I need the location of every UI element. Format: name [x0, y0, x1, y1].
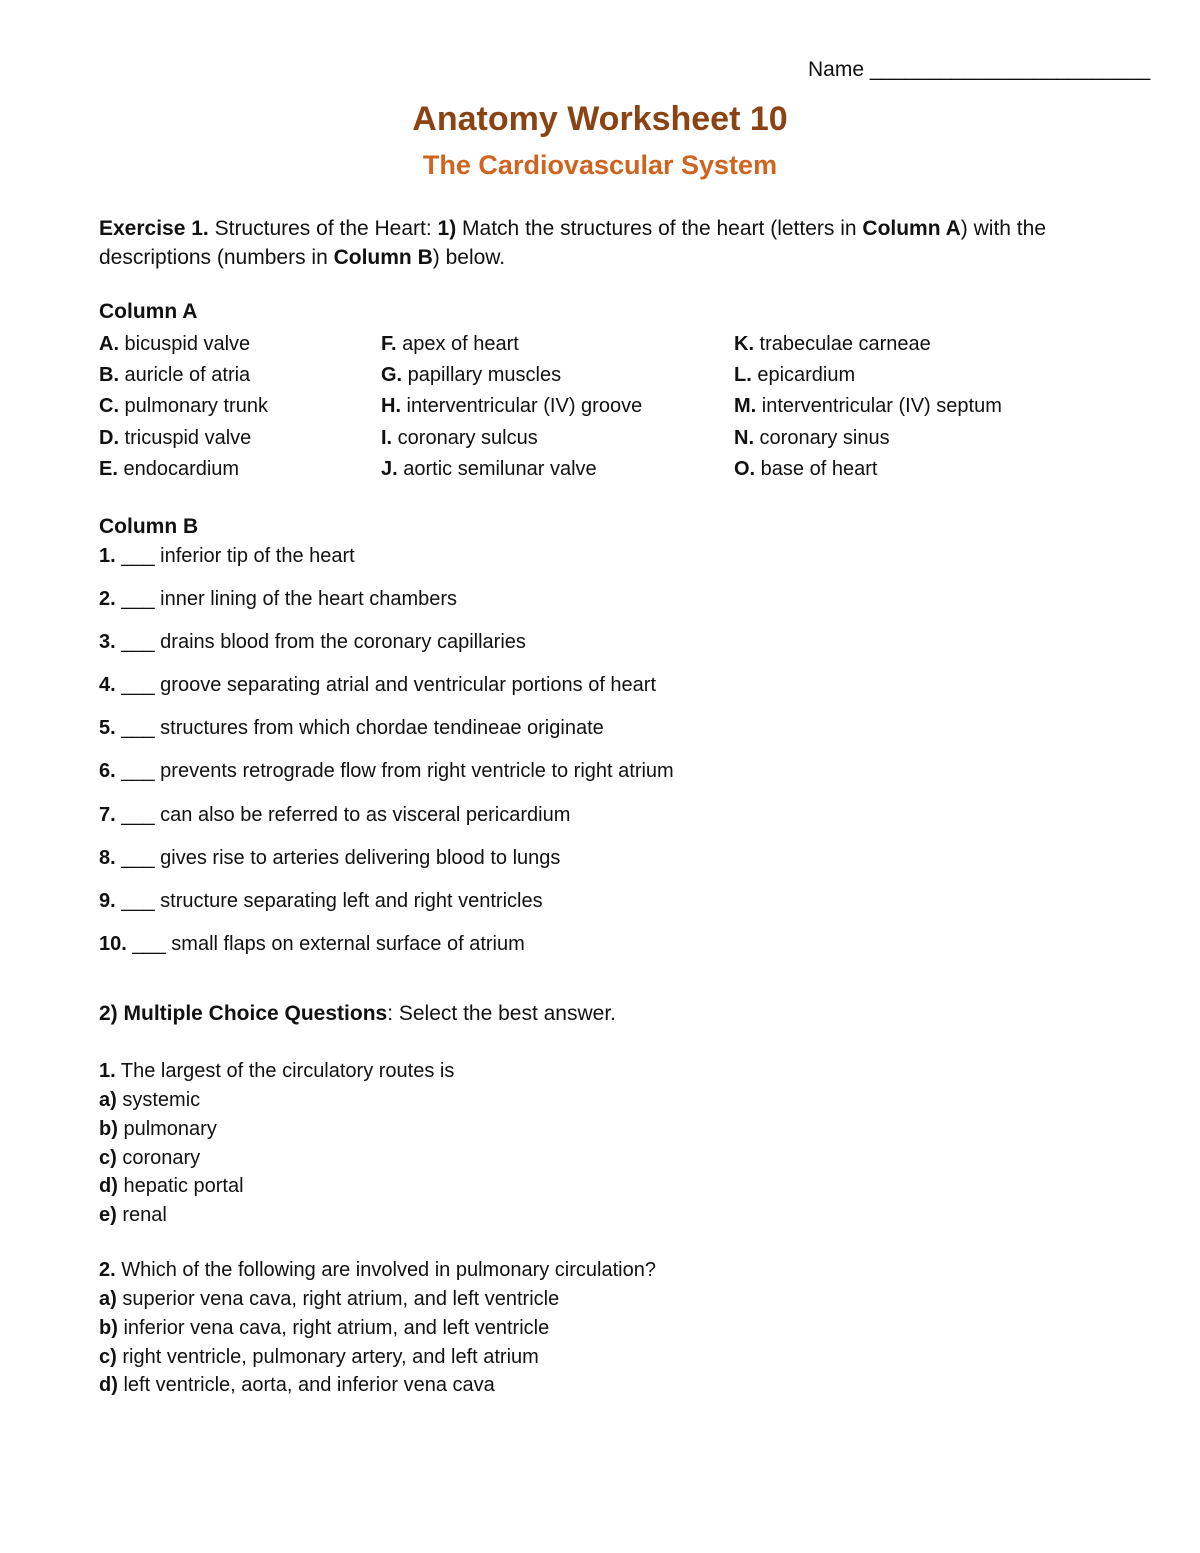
answer-option[interactable]: c) coronary [99, 1146, 201, 1169]
column-a-row [99, 395, 1099, 426]
exercise-text: ) below. [432, 246, 506, 269]
list-item[interactable]: 1. ___ inferior tip of the heart [99, 545, 355, 567]
name-label: Name [808, 58, 865, 81]
exercise-text: Structures of the Heart: [208, 217, 438, 240]
answer-option[interactable]: c) right ventricle, pulmonary artery, and left atrium [99, 1345, 539, 1368]
column-b-list [99, 545, 674, 976]
list-item: B. auricle of atria [99, 364, 251, 387]
name-blank: ________________________ [869, 58, 1151, 81]
list-item: C. pulmonary trunk [99, 395, 268, 418]
list-item: M. interventricular (IV) septum [734, 395, 1002, 418]
question-text: 1. The largest of the circulatory routes is [99, 1060, 455, 1082]
answer-option[interactable]: e) renal [99, 1204, 167, 1227]
column-a-row [99, 333, 1099, 364]
list-item: I. coronary sulcus [381, 426, 538, 449]
list-item: E. endocardium [99, 457, 240, 480]
mcq-title: 2) Multiple Choice Questions [99, 1002, 388, 1025]
answer-option[interactable]: d) left ventricle, aorta, and inferior vena cava [99, 1374, 495, 1397]
column-a-heading: Column A [99, 300, 198, 323]
answer-option[interactable]: b) inferior vena cava, right atrium, and left ventricle [99, 1316, 550, 1339]
exercise-label: Exercise 1. [99, 217, 209, 240]
list-item: H. interventricular (IV) groove [381, 395, 643, 418]
list-item[interactable]: 7. ___ can also be referred to as visceral pericardium [99, 803, 571, 826]
answer-option[interactable]: a) systemic [99, 1089, 201, 1111]
list-item[interactable]: 9. ___ structure separating left and right ventricles [99, 889, 543, 912]
list-item: K. trabeculae carneae [734, 333, 931, 355]
column-a-row [99, 458, 1099, 489]
list-item: F. apex of heart [381, 333, 519, 355]
question-text: 2. Which of the following are involved in pulmonary circulation? [99, 1259, 656, 1281]
list-item[interactable]: 2. ___ inner lining of the heart chambers [99, 588, 458, 611]
list-item[interactable]: 4. ___ groove separating atrial and ventricular portions of heart [99, 674, 657, 697]
exercise-text: ) with the descriptions (numbers in [99, 217, 1046, 269]
question-2 [99, 1259, 656, 1403]
list-item[interactable]: 10. ___ small flaps on external surface of atrium [99, 932, 525, 955]
page-subtitle: The Cardiovascular System [422, 150, 778, 180]
column-b-ref: Column B [333, 246, 433, 269]
list-item: L. epicardium [734, 364, 856, 387]
page-title: Anatomy Worksheet 10 [412, 100, 788, 138]
list-item: A. bicuspid valve [99, 333, 251, 355]
list-item: J. aortic semilunar valve [381, 457, 597, 480]
answer-option[interactable]: a) superior vena cava, right atrium, and left ventricle [99, 1288, 560, 1310]
column-a-row [99, 427, 1099, 458]
column-b-heading: Column B [99, 515, 199, 538]
name-field[interactable] [808, 58, 1150, 82]
mcq-heading [99, 1002, 616, 1026]
answer-option[interactable]: d) hepatic portal [99, 1175, 244, 1198]
exercise-1-instructions [99, 214, 1109, 272]
list-item[interactable]: 5. ___ structures from which chordae tendineae originate [99, 717, 604, 740]
list-item: O. base of heart [734, 457, 878, 480]
exercise-part: 1) [437, 217, 457, 240]
mcq-instruction: : Select the best answer. [387, 1002, 616, 1025]
column-a-ref: Column A [862, 217, 961, 240]
list-item[interactable]: 3. ___ drains blood from the coronary capillaries [99, 631, 526, 654]
list-item[interactable]: 8. ___ gives rise to arteries delivering blood to lungs [99, 846, 561, 869]
list-item: D. tricuspid valve [99, 426, 252, 449]
list-item: G. papillary muscles [381, 364, 562, 387]
exercise-text: Match the structures of the heart (letters in [456, 217, 863, 240]
column-a-row [99, 364, 1099, 395]
column-a-list [99, 333, 1099, 489]
question-1 [99, 1060, 454, 1233]
answer-option[interactable]: b) pulmonary [99, 1117, 217, 1140]
list-item[interactable]: 6. ___ prevents retrograde flow from right ventricle to right atrium [99, 760, 674, 783]
list-item: N. coronary sinus [734, 426, 890, 449]
